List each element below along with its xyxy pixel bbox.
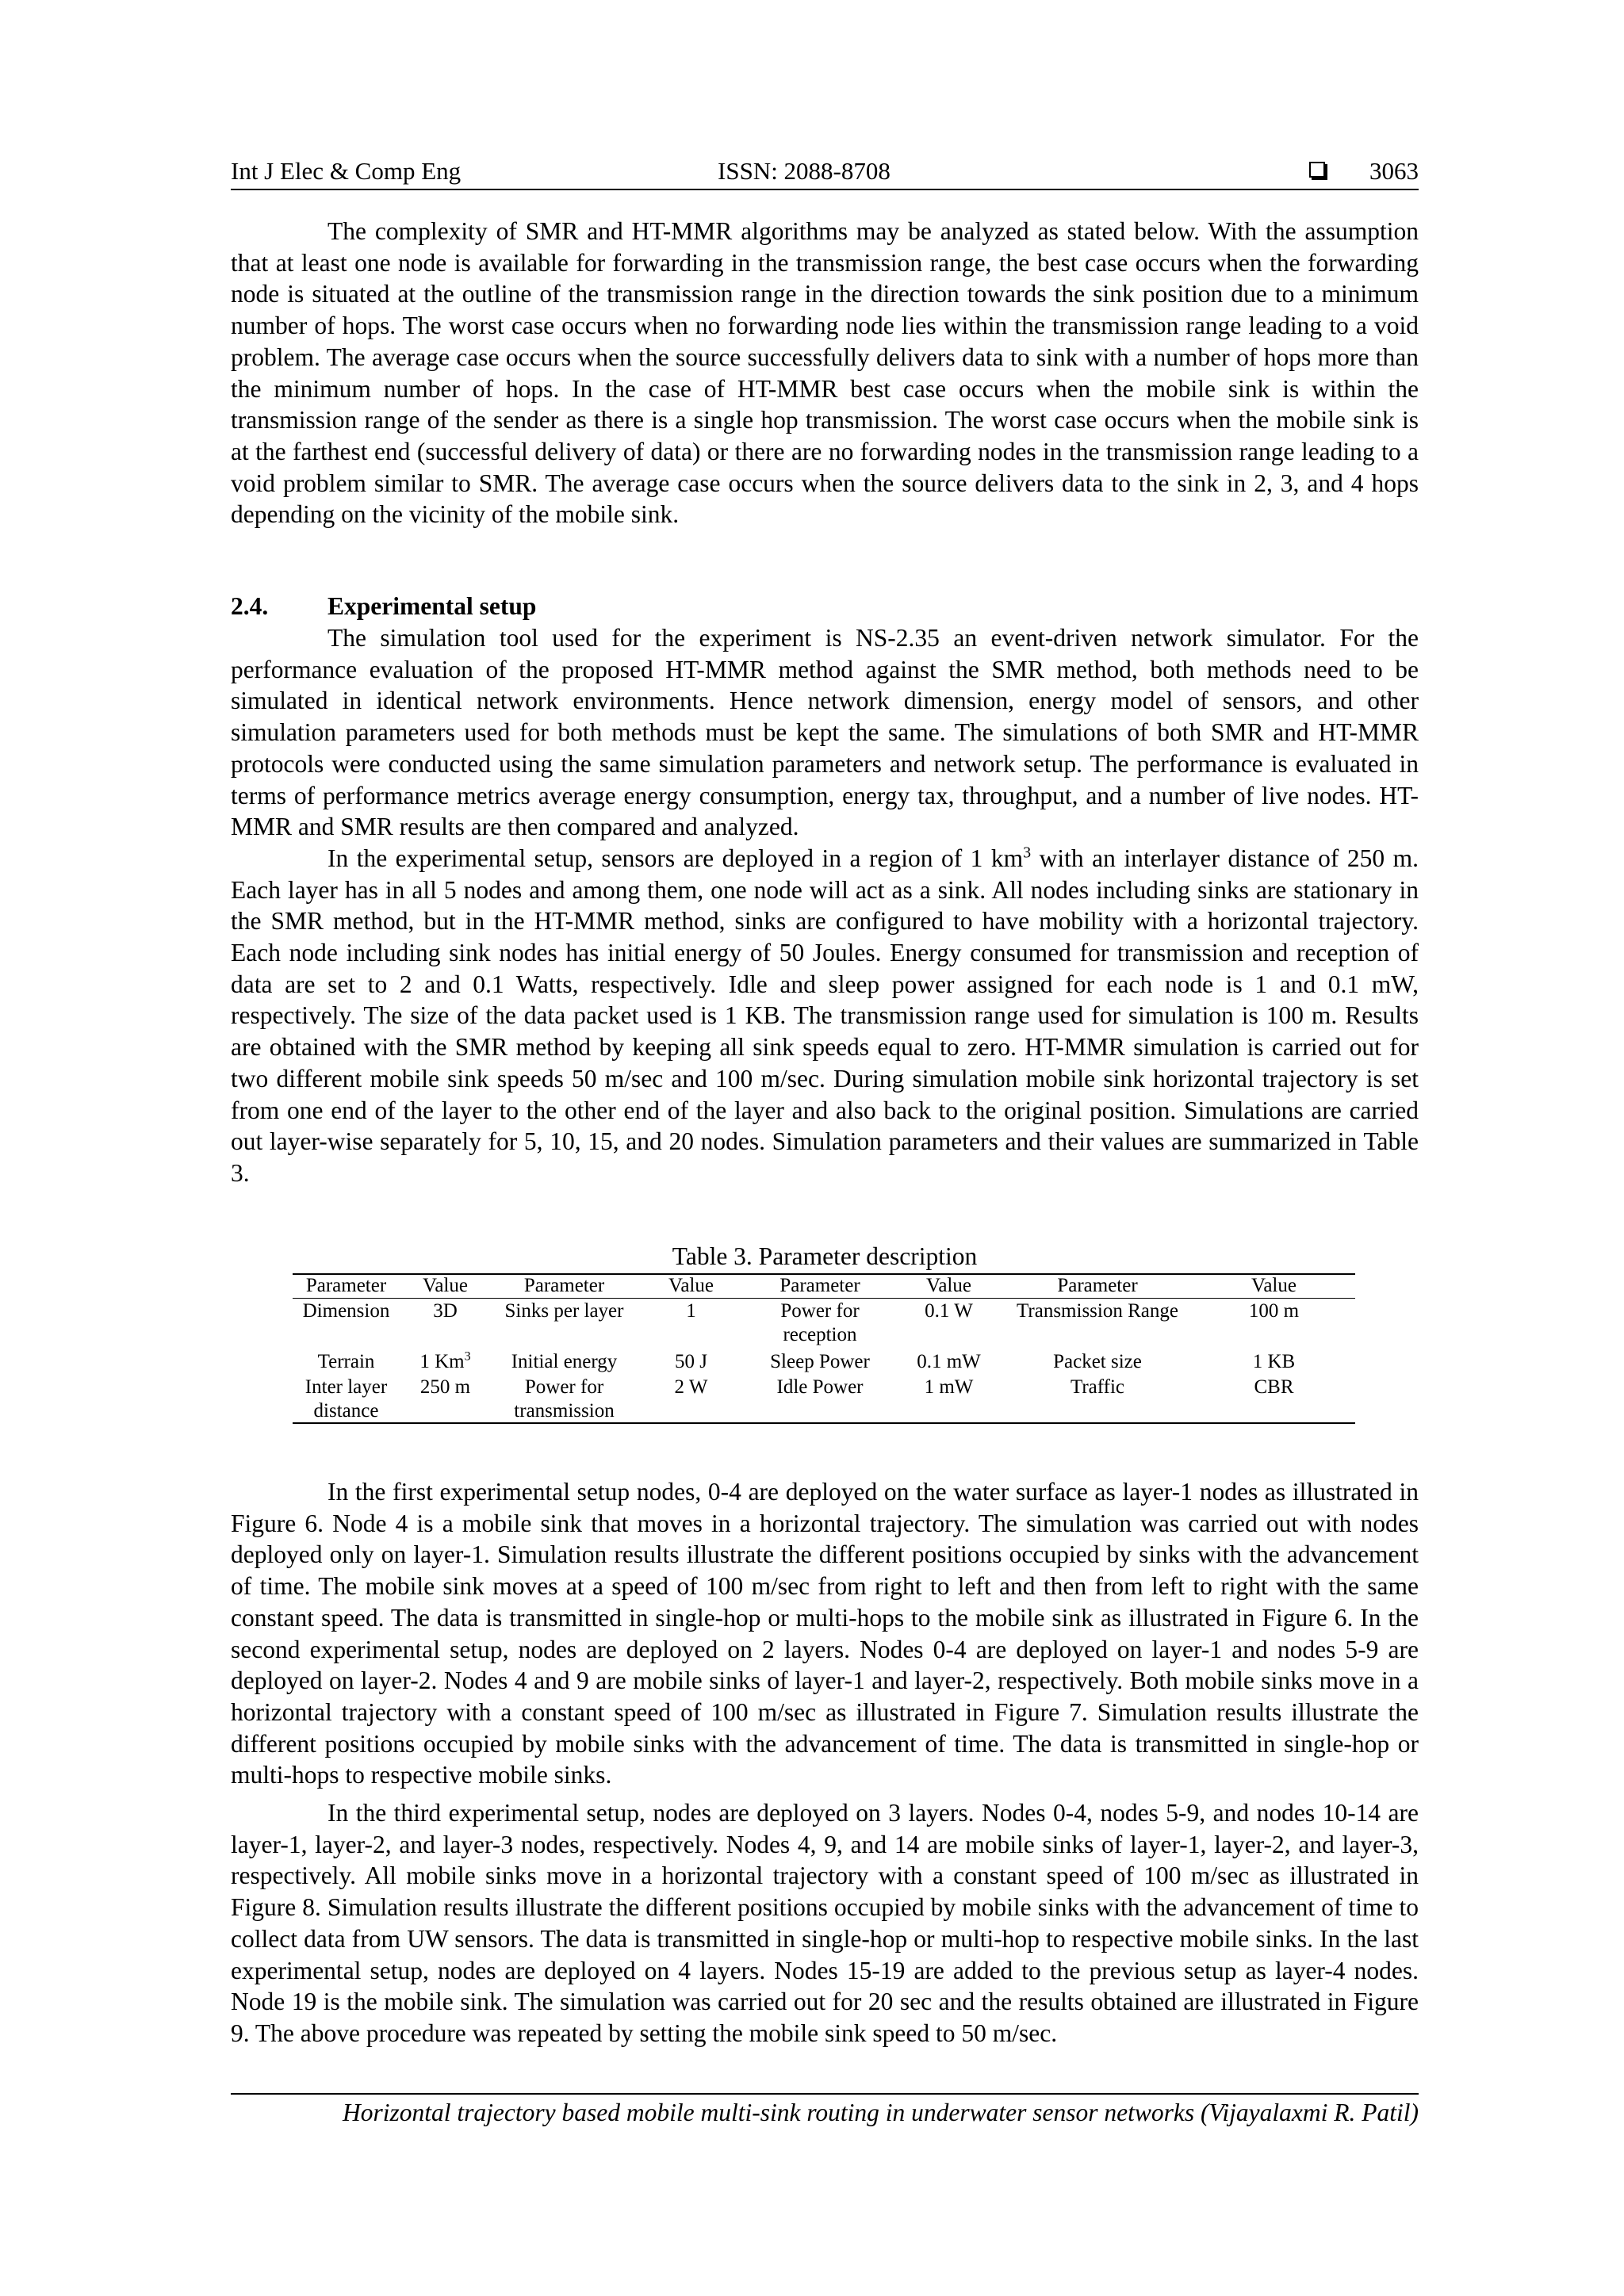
table-cell: CBR bbox=[1254, 1376, 1294, 1398]
table-cell: Initial energy bbox=[511, 1351, 618, 1372]
issn: ISSN: 2088-8708 bbox=[718, 157, 891, 185]
table-header-cell: Parameter bbox=[523, 1275, 605, 1296]
table-cell: Power for transmission bbox=[514, 1376, 615, 1422]
intro-text bbox=[231, 216, 1419, 530]
table-caption: Table 3. Parameter description bbox=[672, 1242, 978, 1270]
table-header-cell: Value bbox=[668, 1275, 714, 1296]
results-text bbox=[231, 1476, 1419, 2049]
table-cell: 1 mW bbox=[924, 1376, 974, 1398]
table-cell: Inter layer distance bbox=[304, 1376, 388, 1422]
table-cell: Transmission Range bbox=[1017, 1300, 1178, 1322]
table-cell: Power for reception bbox=[780, 1300, 860, 1345]
table-header-cell: Parameter bbox=[1057, 1275, 1138, 1296]
table-row bbox=[293, 1298, 1355, 1349]
table-cell: 1 Km$^3$ bbox=[419, 1349, 471, 1372]
table-cell: 50 J bbox=[675, 1351, 707, 1372]
table-cell: 0.1 mW bbox=[917, 1351, 981, 1372]
superscript: 3 bbox=[1023, 844, 1032, 862]
running-footer: Horizontal trajectory based mobile multi-sink routing in underwater sensor networks (Vijayalaxmi R. Patil) bbox=[343, 2099, 1419, 2126]
paragraph-first-setup: In the first experimental setup nodes, 0-4 are deployed on the water surface as layer-1 nodes as illustrated in Figure 6. Node 4 is a mobile sink that moves in a horizontal trajectory. The simulation was carried out with nodes deployed only on layer-1. Simulation results illustrate the different positions occupied by sinks with the advancement of time. The mobile sink moves at a speed of 100 m/sec from right to left and then from left to right with the same constant speed. The data is transmitted in single-hop or multi-hops to the mobile sink as illustrated in Figure 6. In the second experimental setup, nodes are deployed on 2 layers. Nodes 0-4 are deployed on layer-1 and nodes 5-9 are deployed on layer-2. Nodes 4 and 9 are mobile sinks of layer-1 and layer-2, respectively. Both mobile sinks move in a horizontal trajectory with a constant speed of 100 m/sec as illustrated in Figure 7. Simulation results illustrate the different positions occupied by mobile sinks with the advancement of time. The data is transmitted in single-hop or multi-hops to respective mobile sinks. bbox=[231, 1478, 1419, 1789]
table-cell: 1 bbox=[686, 1300, 696, 1322]
table-cell: Idle Power bbox=[776, 1376, 864, 1398]
table-cell: Packet size bbox=[1053, 1351, 1142, 1372]
table-header-cell: Parameter bbox=[779, 1275, 860, 1296]
footer-rule bbox=[231, 2093, 1419, 2095]
table-cell: 1 KB bbox=[1252, 1351, 1296, 1372]
square-bullet-icon bbox=[1309, 162, 1325, 178]
table-cell: 100 m bbox=[1248, 1300, 1300, 1322]
paragraph-third-setup: In the third experimental setup, nodes are deployed on 3 layers. Nodes 0-4, nodes 5-9, and nodes 10-14 are layer-1, layer-2, and layer-3 nodes, respectively. Nodes 4, 9, and 14 are mobile sinks of layer-1, layer-2, and layer-3, respectively. All mobile sinks move in a horizontal trajectory with a constant speed of 100 m/sec as illustrated in Figure 8. Simulation results illustrate the different positions occupied by mobile sinks with the advancement of time to collect data from UW sensors. The data is transmitted in single-hop or multi-hop to respective mobile sinks. In the last experimental setup, nodes are deployed on 4 layers. Nodes 15-19 are added to the previous setup as layer-4 nodes. Node 19 is the mobile sink. The simulation was carried out for 20 sec and the results obtained are illustrated in Figure 9. The above procedure was repeated by setting the mobile sink speed to 50 m/sec. bbox=[231, 1799, 1419, 2047]
table-cell: 0.1 W bbox=[925, 1300, 973, 1322]
table-cell: Traffic bbox=[1070, 1376, 1125, 1398]
table-header-cell: Value bbox=[926, 1275, 971, 1296]
table-row bbox=[293, 1374, 1355, 1423]
table-cell: 2 W bbox=[674, 1376, 708, 1398]
table-cell: Sleep Power bbox=[770, 1351, 870, 1372]
paragraph-deployment: In the experimental setup, sensors are deployed in a region of 1 $km^3$ with an interlayer distance of 250 m. Each layer has in all 5 nodes and among them, one node will act as a sink. All nodes including sinks are stationary in the SMR method, but in the HT-MMR method, sinks are configured to have mobility with a horizontal trajectory. Each node including sink nodes has initial energy of 50 Joules. Energy consumed for transmission and reception of data are set to 2 and 0.1 Watts, respectively. Idle and sleep power assigned for each node is 1 and 0.1 mW, respectively. The size of the data packet used is 1 KB. The transmission range used for simulation is 100 m. Results are obtained with the SMR method by keeping all sink speeds equal to zero. HT-MMR simulation is carried out for two different mobile sink speeds 50 m/sec and 100 m/sec. During simulation mobile sink horizontal trajectory is set from one end of the layer to the other end of the layer and also back to the original position. Simulations are carried out layer-wise separately for 5, 10, 15, and 20 nodes. Simulation parameters and their values are summarized in Table 3. bbox=[231, 844, 1419, 1187]
parameter-table bbox=[293, 1274, 1355, 1423]
table-header-cell: Value bbox=[1251, 1275, 1297, 1296]
section-title: Experimental setup bbox=[327, 592, 537, 620]
table-cell: 250 m bbox=[419, 1376, 471, 1398]
table-cell: Sinks per layer bbox=[504, 1300, 624, 1322]
table-header-cell: Value bbox=[423, 1275, 468, 1296]
paragraph-complexity: The complexity of SMR and HT-MMR algorithms may be analyzed as stated below. With the assumption that at least one node is available for forwarding in the transmission range, the best case occurs when the forwarding node is situated at the outline of the transmission range in the direction towards the sink position due to a minimum number of hops. The worst case occurs when no forwarding node lies within the transmission range leading to a void problem. The average case occurs when the source successfully delivers data to sink with a number of hops more than the minimum number of hops. In the case of HT-MMR best case occurs when the mobile sink is within the transmission range of the sender as there is a single hop transmission. The worst case occurs when the mobile sink is at the farthest end (successful delivery of data) or there are no forwarding nodes in the transmission range leading to a void problem similar to SMR. The average case occurs when the source delivers data to the sink in 2, 3, and 4 hops depending on the vicinity of the mobile sink. bbox=[231, 217, 1419, 529]
table-cell: 3D bbox=[433, 1300, 458, 1322]
running-header bbox=[231, 154, 1419, 189]
header-rule bbox=[231, 189, 1419, 190]
section-number: 2.4. bbox=[231, 592, 269, 620]
setup-text bbox=[231, 622, 1419, 1189]
paragraph-simulation-tool: The simulation tool used for the experiment is NS-2.35 an event-driven network simulator. For the performance evaluation of the proposed HT-MMR method against the SMR method, both methods need to be simulated in identical network environments. Hence network dimension, energy model of sensors, and other simulation parameters used for both methods must be kept the same. The simulations of both SMR and HT-MMR protocols were conducted using the same simulation parameters and network setup. The performance is evaluated in terms of performance metrics average energy consumption, energy tax, throughput, and a number of live nodes. HT-MMR and SMR results are then compared and analyzed. bbox=[231, 624, 1419, 841]
table-cell: Dimension bbox=[302, 1300, 390, 1322]
page-number: 3063 bbox=[1369, 157, 1419, 185]
journal-name: Int J Elec & Comp Eng bbox=[231, 157, 462, 185]
section-heading bbox=[231, 591, 536, 622]
superscript: 3 bbox=[464, 1349, 471, 1364]
table-header-cell: Parameter bbox=[305, 1275, 387, 1296]
table-row bbox=[293, 1349, 1355, 1374]
table-header-row bbox=[293, 1274, 1355, 1298]
table-cell: Terrain bbox=[317, 1351, 375, 1372]
